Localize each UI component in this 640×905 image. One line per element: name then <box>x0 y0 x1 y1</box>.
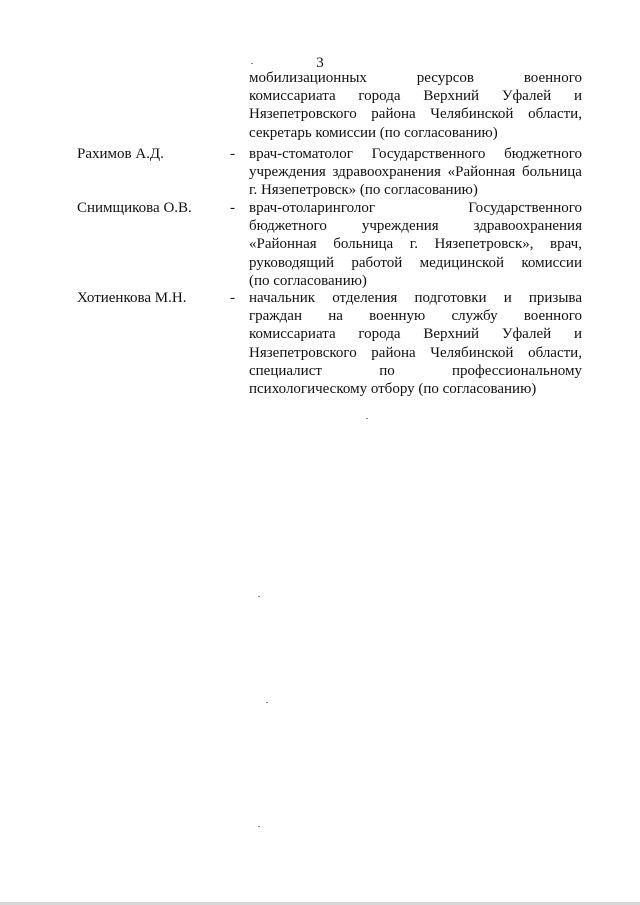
text-line: мобилизационных ресурсов военного <box>249 70 582 86</box>
text-line: комиссариата города Верхний Уфалей и <box>249 88 582 105</box>
scan-speck <box>266 702 268 703</box>
text-line: бюджетного учреждения здравоохранения <box>249 218 582 235</box>
scan-speck <box>258 826 260 827</box>
page-number: 3 <box>316 55 324 71</box>
text-line: психологическому отбору (по согласованию) <box>249 381 537 398</box>
text-line: комиссариата города Верхний Уфалей и <box>249 326 582 343</box>
member-description <box>249 145 582 200</box>
text-line: специалист по профессиональному <box>249 362 582 379</box>
text-line: врач-стоматолог Государственного бюджетного <box>249 146 582 162</box>
text-line: учреждения здравоохранения «Районная больница <box>249 164 582 181</box>
member-description <box>249 199 582 290</box>
member-dash: - <box>230 290 235 306</box>
member-name: Снимщикова О.В. <box>77 200 192 216</box>
member-dash: - <box>230 146 235 162</box>
member-description <box>249 289 582 398</box>
text-line: граждан на военную службу военного <box>249 308 582 325</box>
text-line: начальник отделения подготовки и призыва <box>249 290 582 306</box>
text-line: Нязепетровского района Челябинской области, <box>249 106 582 123</box>
continuation-text <box>249 69 582 142</box>
text-line: г. Нязепетровск» (по согласованию) <box>249 182 478 199</box>
member-name: Рахимов А.Д. <box>77 146 164 162</box>
scan-speck <box>258 596 260 597</box>
member-name: Хотиенкова М.Н. <box>77 290 187 306</box>
member-dash: - <box>230 200 235 216</box>
text-line: секретарь комиссии (по согласованию) <box>249 124 498 141</box>
text-line: (по согласованию) <box>249 272 367 289</box>
scan-speck <box>251 63 253 64</box>
scan-speck <box>366 418 368 419</box>
text-line: руководящий работой медицинской комиссии <box>249 254 582 271</box>
text-line: врач-отоларинголог Государственного <box>249 200 582 216</box>
text-line: Нязепетровского района Челябинской области, <box>249 344 582 361</box>
text-line: «Районная больница г. Нязепетровск», врач, <box>249 236 582 253</box>
